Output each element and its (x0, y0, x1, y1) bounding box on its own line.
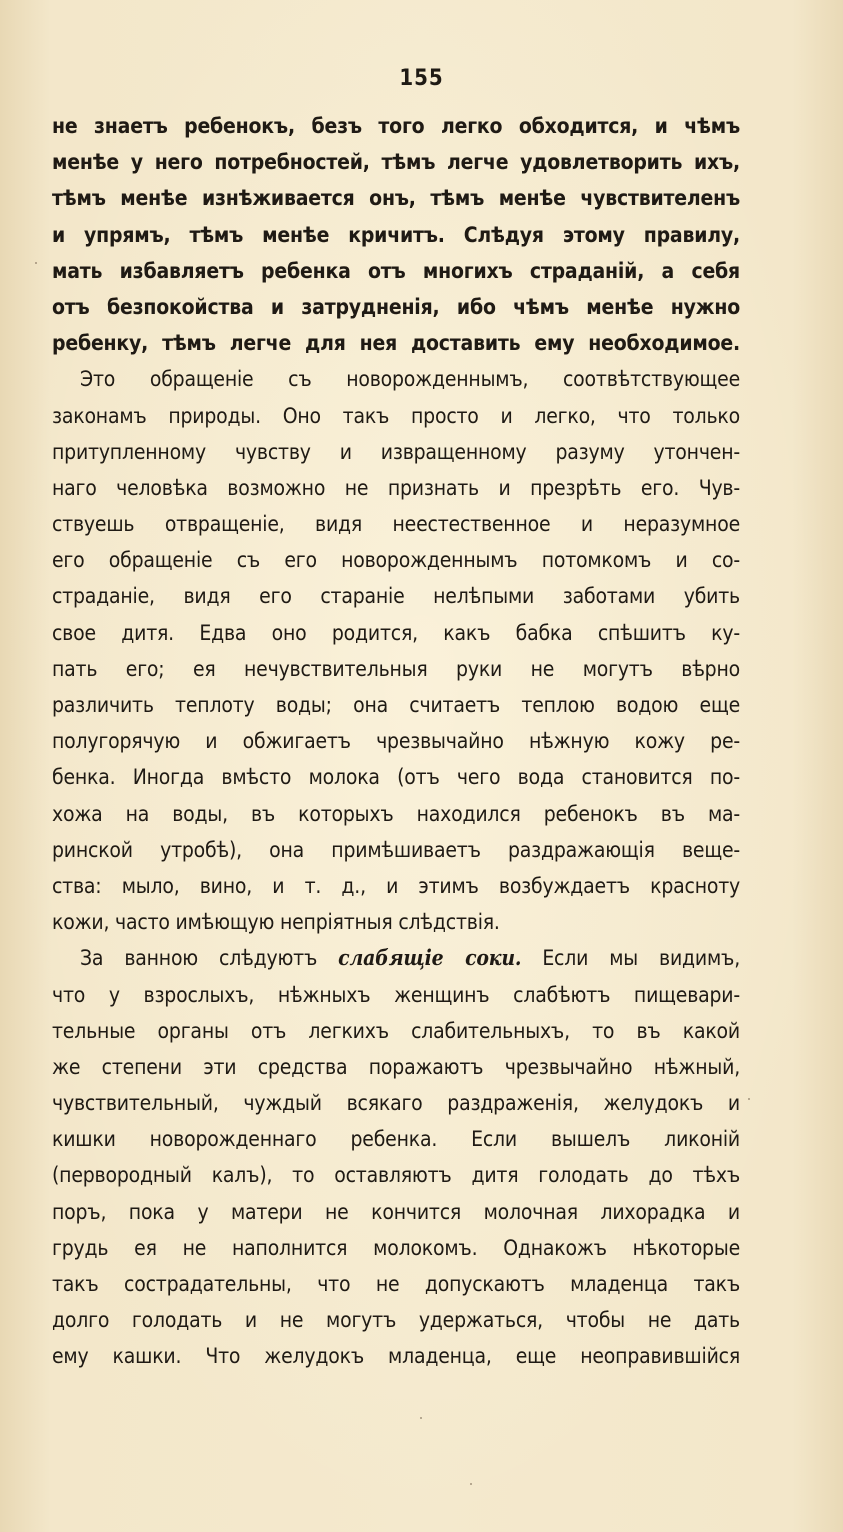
text-line: кожи, часто имѣющую непріятныя слѣдствія. (52, 910, 500, 935)
text-line: полугорячую и обжигаетъ чрезвычайно нѣжную кожу ре- (52, 729, 740, 754)
text-line: чувствительный, чуждый всякаго раздраженія, желудокъ и (52, 1091, 740, 1116)
text-line: (первородный калъ), то оставляютъ дитя голодать до тѣхъ (52, 1163, 740, 1188)
paper-speck (748, 1098, 750, 1100)
text-line: Это обращеніе съ новорожденнымъ, соотвѣтствующее (80, 367, 740, 392)
text-line: поръ, пока у матери не кончится молочная лихорадка и (52, 1199, 740, 1224)
text-line: что у взрослыхъ, нѣжныхъ женщинъ слабѣютъ пищевари- (52, 982, 740, 1007)
text-line: притупленному чувству и извращенному разуму утончен- (52, 439, 740, 464)
text-line: тельные органы отъ легкихъ слабительныхъ, то въ какой (52, 1018, 740, 1043)
text-fragment: Если мы видимъ, (521, 946, 740, 971)
page-number: 155 (399, 66, 444, 91)
text-line-with-emphasis (52, 940, 740, 976)
paragraph-3 (52, 940, 740, 1374)
text-line: ствуешь отвращеніе, видя неестественное и неразумное (52, 512, 740, 537)
text-line: долго голодать и не могутъ удержаться, чтобы не дать (52, 1308, 740, 1333)
text-line: различить теплоту воды; она считаетъ теплою водою еще (52, 693, 740, 717)
text-line: ринской утробѣ), она примѣшиваетъ раздражающія веще- (52, 837, 740, 862)
text-line: ства: мыло, вино, и т. д., и этимъ возбуждаетъ красноту (52, 873, 740, 898)
paper-speck (470, 1483, 472, 1485)
paper-speck (35, 262, 37, 264)
paper-speck (420, 1417, 422, 1419)
text-line: бенка. Иногда вмѣсто молока (отъ чего вода становится по- (52, 765, 740, 790)
text-line: законамъ природы. Оно такъ просто и легко, что только (52, 403, 740, 428)
text-fragment: За ванною слѣдуютъ (80, 946, 339, 971)
text-line: тѣмъ менѣе изнѣживается онъ, тѣмъ менѣе чувствителенъ (52, 186, 740, 211)
text-line: такъ сострадательны, что не допускаютъ младенца такъ (52, 1272, 740, 1296)
text-line: страданіе, видя его стараніе нелѣпыми заботами убить (52, 584, 740, 609)
text-line: пать его; ея нечувствительныя руки не могутъ вѣрно (52, 656, 740, 681)
text-line: грудь ея не наполнится молокомъ. Однакожъ нѣкоторые (52, 1235, 740, 1260)
text-line: его обращеніе съ его новорожденнымъ потомкомъ и со- (52, 548, 740, 573)
text-line: менѣе у него потребностей, тѣмъ легче удовлетворить ихъ, (52, 150, 740, 175)
text-line: ребенку, тѣмъ легче для нея доставить ему необходимое. (52, 331, 740, 356)
text-line: кишки новорожденнаго ребенка. Если вышелъ ликоній (52, 1127, 740, 1152)
paragraph-1 (52, 108, 740, 361)
text-line: отъ безпокойства и затрудненія, ибо чѣмъ менѣе нужно (52, 294, 740, 319)
body-text (52, 108, 740, 1375)
text-line: хожа на воды, въ которыхъ находился ребенокъ въ ма- (52, 801, 740, 826)
emphasized-term: слабящіе соки. (338, 945, 522, 971)
text-line: мать избавляетъ ребенка отъ многихъ страданій, а себя (52, 258, 740, 283)
paragraph-2 (52, 361, 740, 940)
text-line: ему кашки. Что желудокъ младенца, еще неоправившійся (52, 1344, 740, 1369)
text-line: же степени эти средства поражаютъ чрезвычайно нѣжный, (52, 1054, 740, 1079)
text-line: и упрямъ, тѣмъ менѣе кричитъ. Слѣдуя этому правилу, (52, 222, 740, 247)
text-line: свое дитя. Едва оно родится, какъ бабка спѣшитъ ку- (52, 620, 740, 645)
text-line: наго человѣка возможно не признать и презрѣть его. Чув- (52, 475, 740, 500)
text-line: не знаетъ ребенокъ, безъ того легко обходится, и чѣмъ (52, 114, 740, 138)
